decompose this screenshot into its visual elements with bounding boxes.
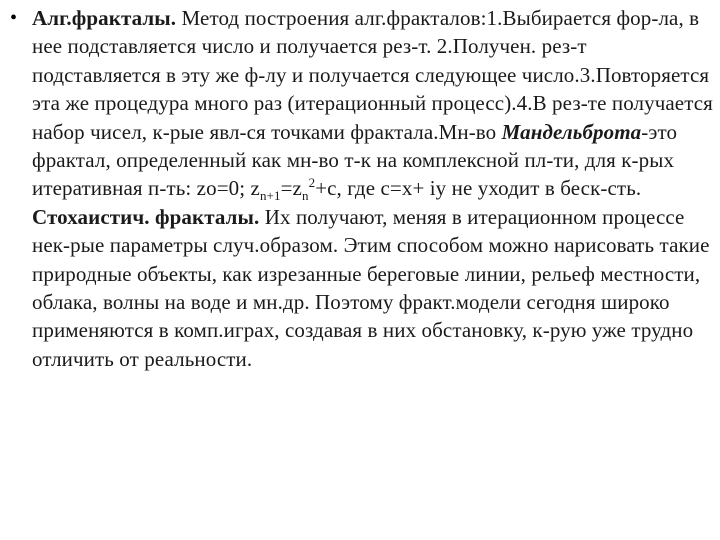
heading-stochastic-fractals: Стохаистич. фракталы. [32,204,260,229]
term-mandelbrot: Мандельброта [501,119,642,144]
text-definition: -это фрактал, определенный как мн-во т-к на комплексной пл-ти, для к-рых итеративная п-ть: zo=0; z [32,119,678,201]
heading-algebraic-fractals: Алг.фракталы. [32,6,177,30]
text-method: Метод построения алг.фракталов:1.Выбирается фор-ла, в нее подставляется число и получается рез-т. 2.Получен. рез-т подставляется в эту же ф-лу и получается следующее число.3.Повторяется эта же процедура много раз (итерационный процесс).4.В рез-те получается набор чисел, к-рые явл-ся точками фрактала.Мн-во [32,6,713,144]
text-condition: +c, где c=x+ iy не уходит в беск-сть. [315,176,642,201]
text-stochastic: Их получают, меняя в итерационном процессе нек-рые параметры случ.образом. Этим способом можно нарисовать такие природные объекты, как изрезанные береговые линии, рельеф местности, облака, волны на воде и мн.др. Поэтому фракт.модели сегодня широко применяются в комп.играх, создавая в них обстановку, к-рую уже трудно отличить от реальности. [32,204,710,371]
superscript-2: 2 [308,175,316,191]
text-equals-z: =z [280,176,302,201]
subscript-n: n [301,188,309,204]
bullet-marker: • [10,7,18,29]
body-paragraph [32,4,716,373]
subscript-n-plus-1: n+1 [259,188,281,204]
bullet-item [10,4,716,373]
